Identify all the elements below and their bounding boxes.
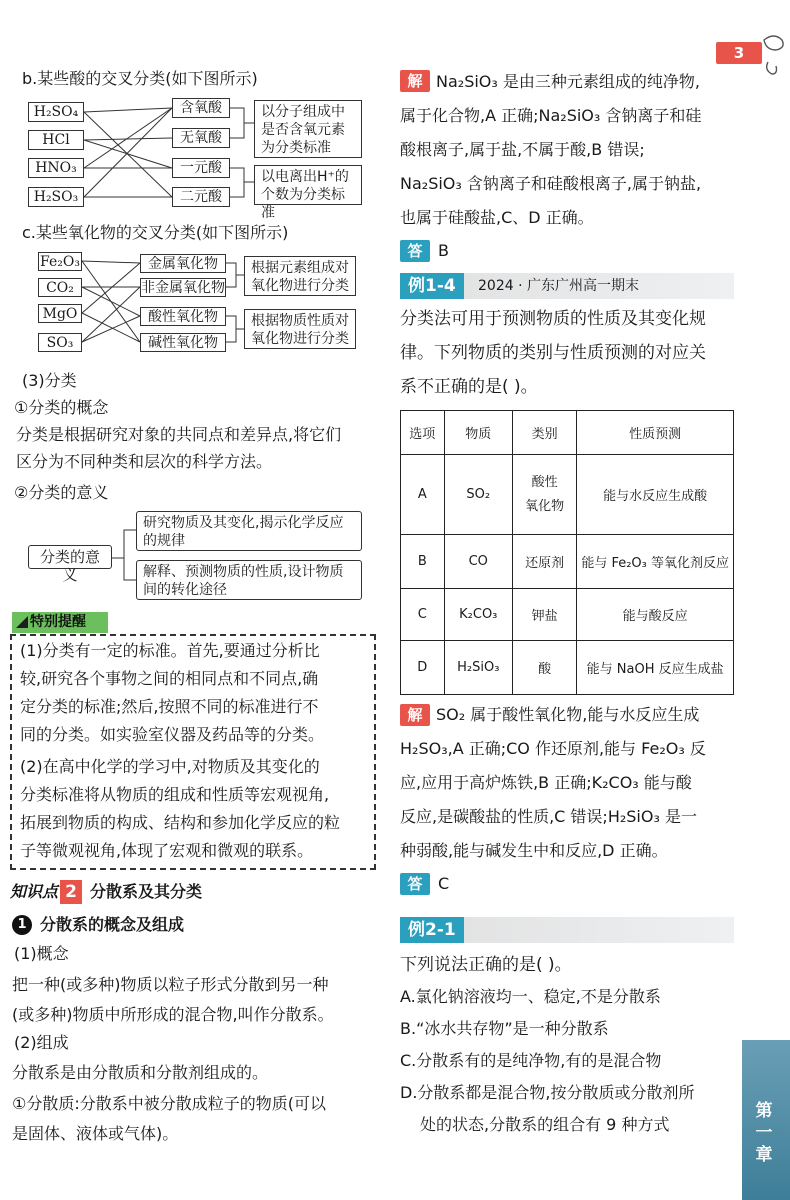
table-cell: C	[401, 589, 445, 641]
table-cell: 还原剂	[512, 535, 576, 589]
tip-line: (2)在高中化学的学习中,对物质及其变化的	[20, 757, 320, 776]
table-header: 类别	[512, 411, 576, 455]
table-cell: H₂SiO₃	[444, 641, 512, 695]
acid-category-oxygen-free: 无氧酸	[172, 128, 230, 148]
example-2-1-option: 处的状态,分散系的组合有 9 种方式	[420, 1115, 670, 1134]
section-3-title: (3)分类	[22, 371, 77, 390]
oxide-item-so3: SO₃	[38, 333, 82, 352]
oxide-item-mgo: MgO	[38, 304, 82, 323]
solution-1-line: 酸根离子,属于盐,不属于酸,B 错误;	[400, 140, 645, 159]
example-2-1-option: B.“冰水共存物”是一种分散系	[400, 1019, 609, 1038]
knowledge-point-prefix: 知识点	[10, 882, 59, 901]
table-cell: 能与 Fe₂O₃ 等氧化剂反应	[577, 535, 734, 589]
example-2-1-option: D.分散系都是混合物,按分散质或分散剂所	[400, 1083, 695, 1102]
tip-line: 分类标准将从物质的组成和性质等宏观视角,	[20, 785, 330, 804]
table-header: 选项	[401, 411, 445, 455]
meaning-diagram-lines	[0, 0, 380, 600]
tip-line: 定分类的标准;然后,按照不同的标准进行不	[20, 697, 319, 716]
acid-category-oxyacid: 含氧酸	[172, 98, 230, 118]
acid-item-hno3: HNO₃	[28, 158, 84, 178]
solution-2-line: 反应,是碳酸盐的性质,C 错误;H₂SiO₃ 是一	[400, 807, 697, 826]
knowledge-point-title: 分散系及其分类	[90, 882, 203, 901]
solution-1-line: 也属于硅酸盐,C、D 正确。	[400, 208, 594, 227]
oxide-note-elements: 根据元素组成对氧化物进行分类	[244, 256, 356, 296]
concept-line-1: 把一种(或多种)物质以粒子形式分散到另一种	[12, 975, 329, 994]
oxide-category-acidic: 酸性氧化物	[140, 307, 226, 326]
table-cell: SO₂	[444, 455, 512, 535]
classification-concept-line-2: 区分为不同种类和层次的科学方法。	[16, 452, 273, 471]
example-1-4-source: 2024 · 广东广州高一期末	[478, 278, 639, 294]
solution-1-line: Na₂SiO₃ 是由三种元素组成的纯净物,	[436, 72, 700, 91]
table-header: 物质	[444, 411, 512, 455]
tip-line: 拓展到物质的构成、结构和参加化学反应的粒	[20, 813, 341, 832]
tip-label: 特别提醒	[30, 614, 86, 630]
section-3-2-title: ②分类的意义	[14, 483, 109, 502]
subsection-number-badge: 1	[12, 915, 32, 935]
table-row	[401, 455, 734, 535]
concept-title: (1)概念	[14, 944, 69, 963]
table-cell: 能与酸反应	[577, 589, 734, 641]
chapter-side-tab-label: 第一章	[755, 1101, 773, 1165]
example-2-1-question: 下列说法正确的是( )。	[400, 955, 572, 975]
meaning-root-box: 分类的意义	[28, 545, 112, 569]
tip-line: 子等微观视角,体现了宏观和微观的联系。	[20, 841, 314, 860]
acid-item-h2so4: H₂SO₄	[28, 102, 84, 122]
solution-label: 解	[400, 70, 430, 92]
example-2-1-tag: 例2-1	[400, 917, 464, 943]
dispersed-phase-line-2: 是固体、液体或气体)。	[12, 1124, 179, 1143]
answer-1: B	[438, 241, 449, 260]
solution-2-line: SO₂ 属于酸性氧化物,能与水反应生成	[436, 705, 700, 724]
subsection-title: 分散系的概念及组成	[40, 915, 185, 934]
example-1-4-question-line: 分类法可用于预测物质的性质及其变化规	[400, 309, 706, 329]
table-row	[401, 535, 734, 589]
concept-line-2: (或多种)物质中所形成的混合物,叫作分散系。	[12, 1005, 334, 1024]
acid-note-oxygen: 以分子组成中是否含氧元素为分类标准	[254, 100, 362, 158]
tip-line: 同的分类。如实验室仪器及药品等的分类。	[20, 725, 325, 744]
table-cell: 酸性 氧化物	[512, 455, 576, 535]
example-2-1-option: A.氯化钠溶液均一、稳定,不是分散系	[400, 987, 661, 1006]
acid-item-h2so3: H₂SO₃	[28, 187, 84, 207]
tip-triangle-icon	[16, 616, 28, 628]
oxide-item-fe2o3: Fe₂O₃	[38, 252, 82, 271]
meaning-box-reactions: 研究物质及其变化,揭示化学反应的规律	[136, 511, 362, 551]
solution-2-line: H₂SO₃,A 正确;CO 作还原剂,能与 Fe₂O₃ 反	[400, 739, 706, 758]
oxide-classification-heading: c.某些氧化物的交叉分类(如下图所示)	[22, 223, 289, 242]
table-cell: D	[401, 641, 445, 695]
oxide-category-nonmetal: 非金属氧化物	[141, 280, 225, 296]
composition-title: (2)组成	[14, 1033, 69, 1052]
table-row	[401, 589, 734, 641]
acid-classification-heading: b.某些酸的交叉分类(如下图所示)	[22, 69, 258, 88]
table-cell: CO	[444, 535, 512, 589]
example-1-4-question-line: 律。下列物质的类别与性质预测的对应关	[400, 343, 706, 363]
composition-line: 分散系是由分散质和分散剂组成的。	[12, 1063, 269, 1082]
table-cell: 能与 NaOH 反应生成盐	[577, 641, 734, 695]
meaning-box-prediction: 解释、预测物质的性质,设计物质间的转化途径	[136, 560, 362, 600]
solution-label: 解	[400, 704, 430, 726]
table-cell: 钾盐	[512, 589, 576, 641]
section-3-1-title: ①分类的概念	[14, 398, 109, 417]
acid-note-hydrogen-ion: 以电离出H⁺的个数为分类标准	[254, 165, 362, 205]
acid-item-hcl: HCl	[28, 130, 84, 150]
solution-2-line: 种弱酸,能与碱发生中和反应,D 正确。	[400, 841, 668, 860]
property-prediction-table	[400, 410, 734, 695]
solution-1-line: Na₂SiO₃ 含钠离子和硅酸根离子,属于钠盐,	[400, 174, 702, 193]
page-number: 3	[733, 44, 745, 62]
answer-label: 答	[400, 240, 430, 262]
table-cell: 酸	[512, 641, 576, 695]
acid-category-monobasic: 一元酸	[172, 158, 230, 178]
table-row	[401, 641, 734, 695]
oxide-note-properties: 根据物质性质对氧化物进行分类	[244, 309, 356, 349]
tip-line: (1)分类有一定的标准。首先,要通过分析比	[20, 641, 320, 660]
page-decoration-icon	[758, 30, 788, 80]
classification-concept-line-1: 分类是根据研究对象的共同点和差异点,将它们	[16, 425, 342, 444]
tip-line: 较,研究各个事物之间的相同点和不同点,确	[20, 669, 319, 688]
answer-2: C	[438, 874, 450, 893]
answer-label: 答	[400, 873, 430, 895]
knowledge-point-number: 2	[60, 880, 82, 904]
table-cell: B	[401, 535, 445, 589]
example-1-4-question-line: 系不正确的是( )。	[400, 377, 538, 397]
oxide-category-metal: 金属氧化物	[140, 254, 226, 273]
acid-category-dibasic: 二元酸	[172, 187, 230, 207]
dispersed-phase-line-1: ①分散质:分散系中被分散成粒子的物质(可以	[12, 1094, 326, 1113]
table-cell: 能与水反应生成酸	[577, 455, 734, 535]
table-cell: K₂CO₃	[444, 589, 512, 641]
solution-2-line: 应,应用于高炉炼铁,B 正确;K₂CO₃ 能与酸	[400, 773, 692, 792]
solution-1-line: 属于化合物,A 正确;Na₂SiO₃ 含钠离子和硅	[400, 106, 702, 125]
table-header: 性质预测	[577, 411, 734, 455]
example-1-4-tag: 例1-4	[400, 273, 464, 299]
example-2-1-option: C.分散系有的是纯净物,有的是混合物	[400, 1051, 662, 1070]
oxide-item-co2: CO₂	[38, 278, 82, 297]
table-cell: A	[401, 455, 445, 535]
oxide-category-basic: 碱性氧化物	[140, 333, 226, 352]
